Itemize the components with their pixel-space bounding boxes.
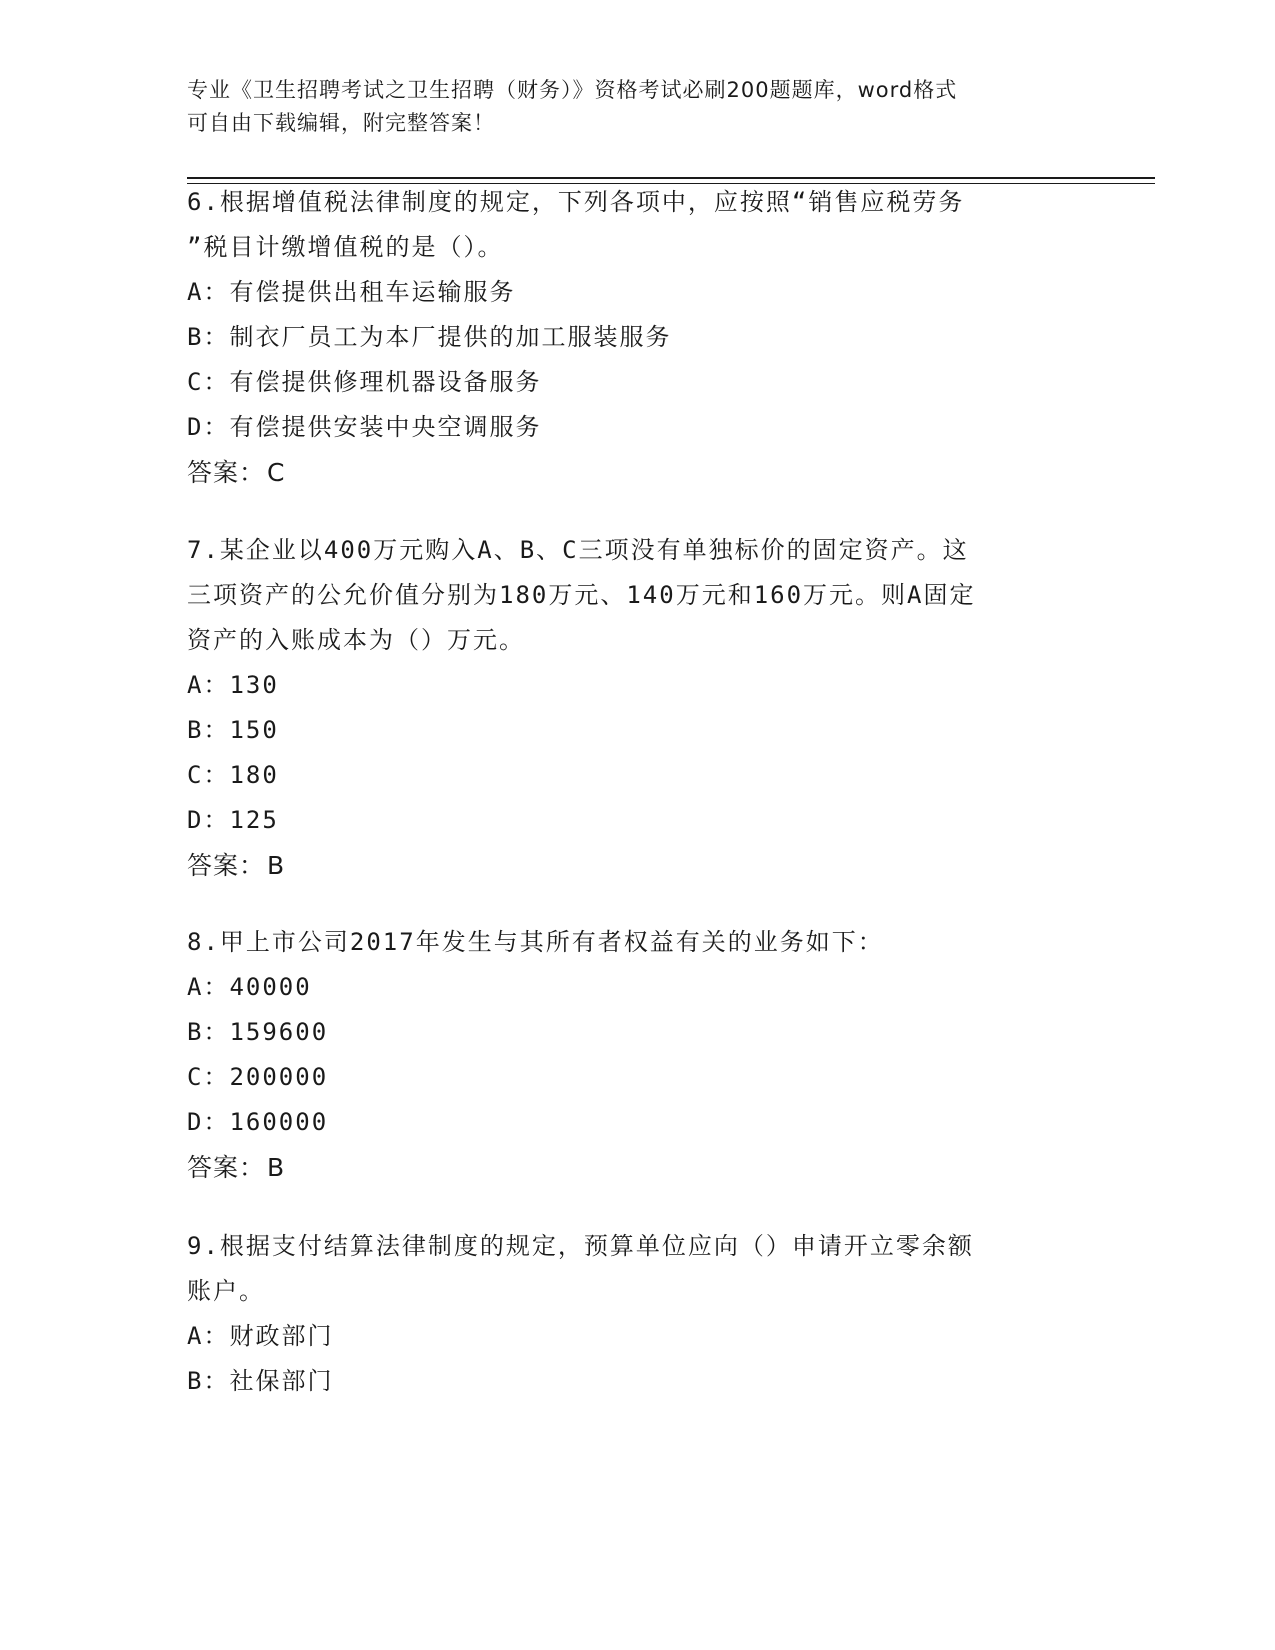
- option-a: A：有偿提供出租车运输服务: [187, 278, 516, 306]
- question-6: [187, 180, 1087, 495]
- answer-value: B: [267, 1153, 286, 1182]
- question-stem-line: 三项资产的公允价值分别为180万元、140万元和160万元。则A固定: [187, 581, 976, 609]
- option-c: C：有偿提供修理机器设备服务: [187, 368, 542, 396]
- question-stem-line: ”税目计缴增值税的是（）。: [187, 233, 504, 261]
- header-line-2: 可自由下载编辑，附完整答案！: [187, 111, 495, 135]
- question-8: [187, 920, 1087, 1190]
- option-d: D：有偿提供安装中央空调服务: [187, 413, 542, 441]
- question-stem-line: 6.根据增值税法律制度的规定，下列各项中，应按照“销售应税劳务: [187, 188, 965, 216]
- question-stem-line: 7.某企业以400万元购入A、B、C三项没有单独标价的固定资产。这: [187, 536, 969, 564]
- answer-value: B: [267, 851, 286, 880]
- question-7: [187, 528, 1087, 888]
- option-a: A：财政部门: [187, 1322, 334, 1350]
- option-d: D：160000: [187, 1108, 329, 1136]
- question-stem-line: 资产的入账成本为（）万元。: [187, 626, 525, 654]
- document-header: [187, 74, 1087, 140]
- option-b: B：制衣厂员工为本厂提供的加工服装服务: [187, 323, 672, 351]
- option-b: B：社保部门: [187, 1367, 334, 1395]
- option-c: C：200000: [187, 1063, 329, 1091]
- answer-line: [187, 843, 1087, 888]
- header-divider-thick: [187, 177, 1155, 179]
- answer-line: [187, 1145, 1087, 1190]
- question-stem-line: 9.根据支付结算法律制度的规定，预算单位应向（）申请开立零余额: [187, 1232, 974, 1260]
- answer-label: 答案：: [187, 458, 266, 487]
- answer-line: [187, 450, 1087, 495]
- option-d: D：125: [187, 806, 279, 834]
- option-a: A：40000: [187, 973, 312, 1001]
- header-line-1: 专业《卫生招聘考试之卫生招聘（财务）》资格考试必刷200题题库，word格式: [187, 78, 958, 102]
- answer-value: C: [267, 458, 286, 487]
- question-stem-line: 8.甲上市公司2017年发生与其所有者权益有关的业务如下：: [187, 928, 884, 956]
- question-stem-line: 账户。: [187, 1277, 265, 1305]
- answer-label: 答案：: [187, 1153, 266, 1182]
- answer-label: 答案：: [187, 851, 266, 880]
- option-c: C：180: [187, 761, 279, 789]
- option-b: B：159600: [187, 1018, 329, 1046]
- option-a: A：130: [187, 671, 279, 699]
- option-b: B：150: [187, 716, 279, 744]
- question-9: [187, 1224, 1087, 1404]
